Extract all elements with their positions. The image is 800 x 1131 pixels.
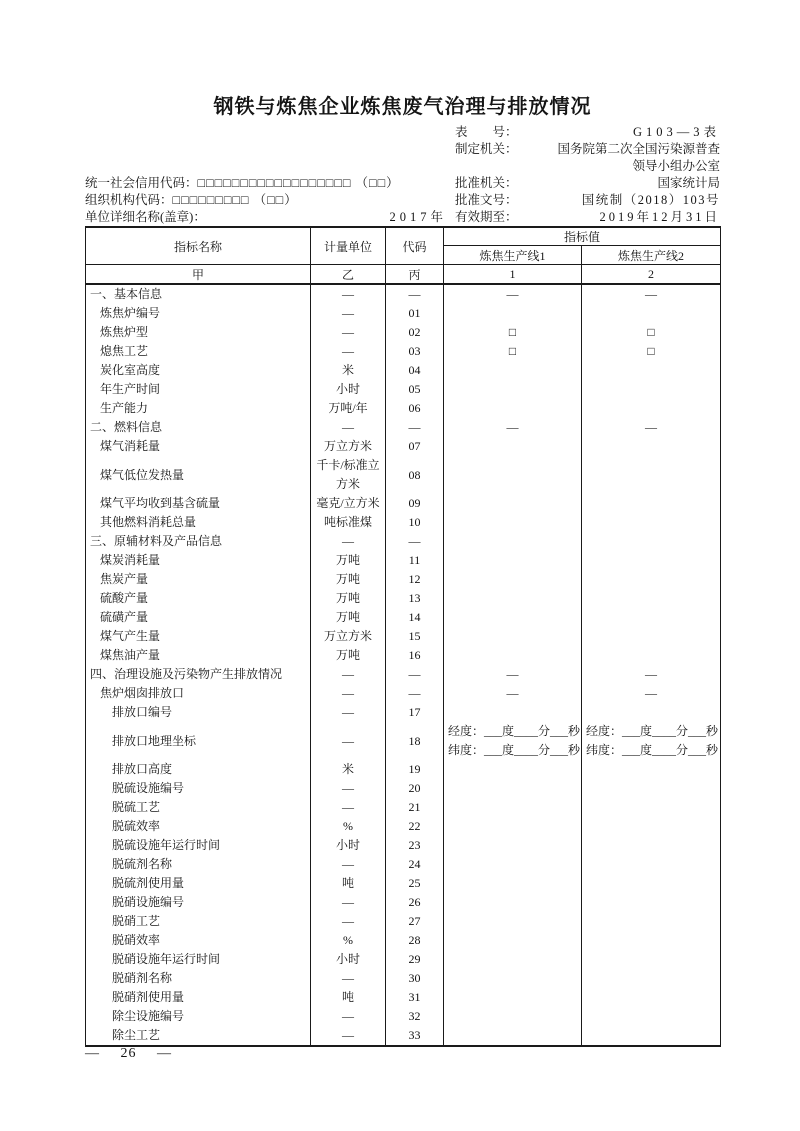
- indicator-name: 生产能力: [86, 399, 311, 418]
- issuing-agency-value-line2: 领导小组办公室: [632, 159, 720, 173]
- table-row: [86, 722, 721, 760]
- meta-row-credit-code: [85, 175, 720, 192]
- indicator-name: 炭化室高度: [86, 361, 311, 380]
- indicator-name: 煤气低位发热量: [86, 456, 311, 494]
- table-row: [86, 665, 721, 684]
- table-row: [86, 1007, 721, 1026]
- value-line2: [582, 361, 721, 380]
- value-line1: [444, 893, 582, 912]
- approval-agency-value: 国家统计局: [657, 176, 720, 190]
- indicator-code: 08: [386, 456, 444, 494]
- value-line1: [444, 855, 582, 874]
- header-indicator-value: 指标值: [444, 227, 721, 246]
- header-indicator-name: 指标名称: [86, 227, 311, 265]
- value-line2: —: [582, 665, 721, 684]
- column-key-1: 1: [444, 265, 582, 285]
- indicator-code: 01: [386, 304, 444, 323]
- value-line2: [582, 760, 721, 779]
- indicator-code: —: [386, 684, 444, 703]
- table-row: [86, 646, 721, 665]
- indicator-code: 21: [386, 798, 444, 817]
- indicator-unit: 万立方米: [311, 627, 386, 646]
- form-number-label: 表 号：: [455, 125, 518, 139]
- table-row: [86, 551, 721, 570]
- indicator-unit: 千卡/标准立方米: [311, 456, 386, 494]
- value-line1: [444, 304, 582, 323]
- indicator-unit: —: [311, 893, 386, 912]
- indicator-code: 18: [386, 722, 444, 760]
- column-key-c: 丙: [386, 265, 444, 285]
- report-year: 2017年: [389, 210, 447, 224]
- indicator-name: 脱硫效率: [86, 817, 311, 836]
- value-line2: [582, 456, 721, 494]
- indicator-code: 13: [386, 589, 444, 608]
- indicator-unit: —: [311, 855, 386, 874]
- table-row: [86, 361, 721, 380]
- value-line1: [444, 798, 582, 817]
- indicator-unit: 小时: [311, 836, 386, 855]
- indicator-unit: 米: [311, 760, 386, 779]
- header-production-line-2: 炼焦生产线2: [582, 246, 721, 265]
- indicator-code: 27: [386, 912, 444, 931]
- value-line1: —: [444, 665, 582, 684]
- indicator-name: 脱硝剂名称: [86, 969, 311, 988]
- value-line2: [582, 1026, 721, 1046]
- table-row: [86, 627, 721, 646]
- column-key-b: 乙: [311, 265, 386, 285]
- credit-code-boxes: □□□□□□□□□□□□□□□□□□ （□□）: [197, 176, 400, 190]
- value-line1: [444, 570, 582, 589]
- indicator-code: —: [386, 284, 444, 304]
- value-line2: [582, 703, 721, 722]
- indicator-unit: —: [311, 304, 386, 323]
- meta-row-form-number: [85, 124, 720, 141]
- indicator-code: 03: [386, 342, 444, 361]
- table-row: [86, 874, 721, 893]
- indicator-unit: —: [311, 665, 386, 684]
- indicator-name: 硫磺产量: [86, 608, 311, 627]
- indicator-unit: —: [311, 323, 386, 342]
- indicator-code: 12: [386, 570, 444, 589]
- indicator-unit: —: [311, 1026, 386, 1046]
- meta-row-unit-name: [85, 209, 720, 226]
- table-row: [86, 399, 721, 418]
- indicator-name: 煤炭消耗量: [86, 551, 311, 570]
- indicator-name: 焦炉烟囱排放口: [86, 684, 311, 703]
- value-line2: [582, 817, 721, 836]
- indicator-unit: —: [311, 703, 386, 722]
- value-line2: [582, 912, 721, 931]
- table-row: [86, 437, 721, 456]
- valid-until-value: 2019年12月31日: [599, 210, 720, 224]
- value-line2: [582, 722, 721, 760]
- value-line2: [582, 893, 721, 912]
- indicator-unit: —: [311, 722, 386, 760]
- indicator-unit: 万吨/年: [311, 399, 386, 418]
- meta-row-issuing-agency-2: [85, 158, 720, 175]
- indicator-code: 30: [386, 969, 444, 988]
- value-line1: [444, 437, 582, 456]
- indicator-unit: —: [311, 912, 386, 931]
- indicator-code: 06: [386, 399, 444, 418]
- approval-agency-label: 批准机关：: [455, 176, 518, 190]
- indicator-unit: 万吨: [311, 551, 386, 570]
- value-line1: [444, 912, 582, 931]
- indicator-name: 硫酸产量: [86, 589, 311, 608]
- value-line2: [582, 513, 721, 532]
- indicator-name: 炼焦炉编号: [86, 304, 311, 323]
- column-key-a: 甲: [86, 265, 311, 285]
- value-line1: [444, 1007, 582, 1026]
- value-line2: [582, 589, 721, 608]
- table-header-row-1: [86, 227, 721, 246]
- header-code: 代码: [386, 227, 444, 265]
- table-header-row-3: [86, 265, 721, 285]
- indicator-code: 10: [386, 513, 444, 532]
- checkbox-placeholder-line1: □: [444, 323, 582, 342]
- meta-row-org-code: [85, 192, 720, 209]
- indicator-name: 煤气消耗量: [86, 437, 311, 456]
- value-line1: —: [444, 418, 582, 437]
- indicator-code: 15: [386, 627, 444, 646]
- indicator-name: 煤气平均收到基含硫量: [86, 494, 311, 513]
- coordinate-fill-line: 经度：___度____分___秒: [448, 724, 581, 738]
- table-row: [86, 380, 721, 399]
- indicator-name: 除尘设施编号: [86, 1007, 311, 1026]
- indicator-code: —: [386, 532, 444, 551]
- value-line1: [444, 931, 582, 950]
- table-row: [86, 817, 721, 836]
- table-row: [86, 532, 721, 551]
- indicator-unit: 万吨: [311, 646, 386, 665]
- indicator-unit: 小时: [311, 380, 386, 399]
- indicator-unit: —: [311, 532, 386, 551]
- value-line1: [444, 551, 582, 570]
- value-line2: [582, 646, 721, 665]
- table-row: [86, 988, 721, 1007]
- value-line2: [582, 988, 721, 1007]
- indicator-code: 07: [386, 437, 444, 456]
- table-row: [86, 798, 721, 817]
- indicator-unit: 万吨: [311, 608, 386, 627]
- value-line1: [444, 988, 582, 1007]
- indicator-code: 04: [386, 361, 444, 380]
- value-line2: [582, 950, 721, 969]
- value-line2: —: [582, 684, 721, 703]
- indicator-unit: —: [311, 798, 386, 817]
- value-line1: [444, 779, 582, 798]
- value-line1: —: [444, 684, 582, 703]
- table-row: [86, 760, 721, 779]
- indicator-name: 脱硝工艺: [86, 912, 311, 931]
- indicator-code: 19: [386, 760, 444, 779]
- value-line2: [582, 304, 721, 323]
- table-row: [86, 950, 721, 969]
- indicator-unit: 米: [311, 361, 386, 380]
- value-line1: [444, 703, 582, 722]
- indicator-code: 02: [386, 323, 444, 342]
- indicator-unit: 小时: [311, 950, 386, 969]
- indicator-table: [85, 226, 721, 1047]
- indicator-code: 16: [386, 646, 444, 665]
- indicator-code: 14: [386, 608, 444, 627]
- value-line1: [444, 646, 582, 665]
- indicator-name: 脱硫剂名称: [86, 855, 311, 874]
- unit-name-label: 单位详细名称(盖章)：: [85, 210, 206, 224]
- header-production-line-1: 炼焦生产线1: [444, 246, 582, 265]
- indicator-code: 32: [386, 1007, 444, 1026]
- indicator-name: 煤气产生量: [86, 627, 311, 646]
- table-row: [86, 893, 721, 912]
- indicator-unit: 万吨: [311, 570, 386, 589]
- indicator-name: 三、原辅材料及产品信息: [86, 532, 311, 551]
- coordinate-fill-line: 纬度：___度____分___秒: [448, 743, 581, 757]
- column-key-2: 2: [582, 265, 721, 285]
- table-row: [86, 513, 721, 532]
- table-row: [86, 684, 721, 703]
- table-row: [86, 703, 721, 722]
- value-line2: —: [582, 284, 721, 304]
- indicator-name: 其他燃料消耗总量: [86, 513, 311, 532]
- indicator-name: 四、治理设施及污染物产生排放情况: [86, 665, 311, 684]
- indicator-name: 二、燃料信息: [86, 418, 311, 437]
- checkbox-placeholder-line2: □: [582, 342, 721, 361]
- value-line2: [582, 931, 721, 950]
- table-row: [86, 323, 721, 342]
- checkbox-placeholder-line1: □: [444, 342, 582, 361]
- issuing-agency-label: 制定机关：: [455, 142, 518, 156]
- indicator-name: 焦炭产量: [86, 570, 311, 589]
- table-row: [86, 570, 721, 589]
- value-line2: [582, 627, 721, 646]
- indicator-name: 脱硫设施年运行时间: [86, 836, 311, 855]
- indicator-name: 煤焦油产量: [86, 646, 311, 665]
- indicator-name: 熄焦工艺: [86, 342, 311, 361]
- page-number: — 26 —: [85, 1046, 172, 1061]
- value-line2: [582, 855, 721, 874]
- value-line2: [582, 608, 721, 627]
- value-line1: [444, 627, 582, 646]
- value-line2: [582, 399, 721, 418]
- indicator-name: 排放口高度: [86, 760, 311, 779]
- indicator-code: 24: [386, 855, 444, 874]
- org-code-label: 组织机构代码：: [85, 193, 173, 207]
- indicator-code: 20: [386, 779, 444, 798]
- value-line2: [582, 874, 721, 893]
- table-row: [86, 912, 721, 931]
- indicator-code: 23: [386, 836, 444, 855]
- table-row: [86, 304, 721, 323]
- value-line2: [582, 494, 721, 513]
- indicator-name: 脱硫设施编号: [86, 779, 311, 798]
- indicator-table-body: [86, 284, 721, 1046]
- table-row: [86, 342, 721, 361]
- indicator-code: 09: [386, 494, 444, 513]
- indicator-name: 脱硝设施编号: [86, 893, 311, 912]
- value-line1: [444, 494, 582, 513]
- indicator-unit: —: [311, 684, 386, 703]
- table-row: [86, 1026, 721, 1046]
- indicator-unit: —: [311, 418, 386, 437]
- form-number-value: G103—3表: [632, 125, 720, 139]
- table-row: [86, 494, 721, 513]
- value-line2: [582, 836, 721, 855]
- form-content: [85, 0, 720, 1047]
- value-line2: [582, 779, 721, 798]
- value-line2: [582, 551, 721, 570]
- table-row: [86, 779, 721, 798]
- indicator-name: 脱硫工艺: [86, 798, 311, 817]
- indicator-unit: %: [311, 931, 386, 950]
- value-line1: —: [444, 284, 582, 304]
- indicator-unit: —: [311, 1007, 386, 1026]
- indicator-code: 11: [386, 551, 444, 570]
- value-line2: [582, 570, 721, 589]
- value-line2: [582, 532, 721, 551]
- indicator-code: 25: [386, 874, 444, 893]
- value-line1: [444, 608, 582, 627]
- value-line1: [444, 722, 582, 760]
- indicator-name: 脱硝剂使用量: [86, 988, 311, 1007]
- indicator-code: 17: [386, 703, 444, 722]
- meta-row-issuing-agency: [85, 141, 720, 158]
- org-code-field: [85, 192, 298, 209]
- page-title: 钢铁与炼焦企业炼焦废气治理与排放情况: [213, 96, 592, 118]
- value-line1: [444, 969, 582, 988]
- value-line1: [444, 456, 582, 494]
- table-row: [86, 836, 721, 855]
- credit-code-field: [85, 175, 400, 192]
- indicator-name: 脱硫剂使用量: [86, 874, 311, 893]
- org-code-boxes: □□□□□□□□□ （□□）: [172, 193, 298, 207]
- indicator-code: —: [386, 418, 444, 437]
- value-line1: [444, 817, 582, 836]
- value-line1: [444, 361, 582, 380]
- value-line1: [444, 874, 582, 893]
- indicator-unit: 毫克/立方米: [311, 494, 386, 513]
- value-line2: [582, 798, 721, 817]
- value-line1: [444, 950, 582, 969]
- indicator-name: 排放口地理坐标: [86, 722, 311, 760]
- value-line1: [444, 836, 582, 855]
- indicator-code: 33: [386, 1026, 444, 1046]
- indicator-name: 脱硝效率: [86, 931, 311, 950]
- table-row: [86, 969, 721, 988]
- table-row: [86, 456, 721, 494]
- indicator-code: 22: [386, 817, 444, 836]
- indicator-unit: —: [311, 779, 386, 798]
- value-line2: [582, 1007, 721, 1026]
- checkbox-placeholder-line2: □: [582, 323, 721, 342]
- value-line2: [582, 437, 721, 456]
- value-line1: [444, 513, 582, 532]
- indicator-unit: 吨标准煤: [311, 513, 386, 532]
- indicator-unit: 万吨: [311, 589, 386, 608]
- valid-until-label: 有效期至：: [455, 210, 518, 224]
- indicator-unit: 万立方米: [311, 437, 386, 456]
- table-row: [86, 284, 721, 304]
- value-line1: [444, 1026, 582, 1046]
- coordinate-fill-line: 纬度：___度____分___秒: [586, 743, 719, 757]
- value-line1: [444, 380, 582, 399]
- indicator-unit: —: [311, 342, 386, 361]
- indicator-code: —: [386, 665, 444, 684]
- table-row: [86, 418, 721, 437]
- approval-doc-label: 批准文号：: [455, 193, 518, 207]
- issuing-agency-value-line1: 国务院第二次全国污染源普查: [557, 142, 720, 156]
- indicator-unit: —: [311, 969, 386, 988]
- value-line1: [444, 589, 582, 608]
- indicator-code: 26: [386, 893, 444, 912]
- indicator-name: 脱硝设施年运行时间: [86, 950, 311, 969]
- approval-doc-value: 国统制（2018）103号: [581, 193, 720, 207]
- indicator-unit: %: [311, 817, 386, 836]
- value-line2: [582, 969, 721, 988]
- value-line1: [444, 760, 582, 779]
- indicator-name: 一、基本信息: [86, 284, 311, 304]
- indicator-name: 年生产时间: [86, 380, 311, 399]
- table-row: [86, 931, 721, 950]
- indicator-name: 除尘工艺: [86, 1026, 311, 1046]
- value-line2: —: [582, 418, 721, 437]
- indicator-unit: 吨: [311, 988, 386, 1007]
- indicator-name: 炼焦炉型: [86, 323, 311, 342]
- indicator-code: 28: [386, 931, 444, 950]
- header-unit: 计量单位: [311, 227, 386, 265]
- value-line1: [444, 532, 582, 551]
- credit-code-label: 统一社会信用代码：: [85, 176, 198, 190]
- indicator-name: 排放口编号: [86, 703, 311, 722]
- indicator-code: 29: [386, 950, 444, 969]
- table-row: [86, 589, 721, 608]
- indicator-code: 05: [386, 380, 444, 399]
- value-line2: [582, 380, 721, 399]
- table-row: [86, 855, 721, 874]
- indicator-unit: —: [311, 284, 386, 304]
- indicator-code: 31: [386, 988, 444, 1007]
- indicator-unit: 吨: [311, 874, 386, 893]
- coordinate-fill-line: 经度：___度____分___秒: [586, 724, 719, 738]
- value-line1: [444, 399, 582, 418]
- table-row: [86, 608, 721, 627]
- form-meta: [85, 124, 720, 226]
